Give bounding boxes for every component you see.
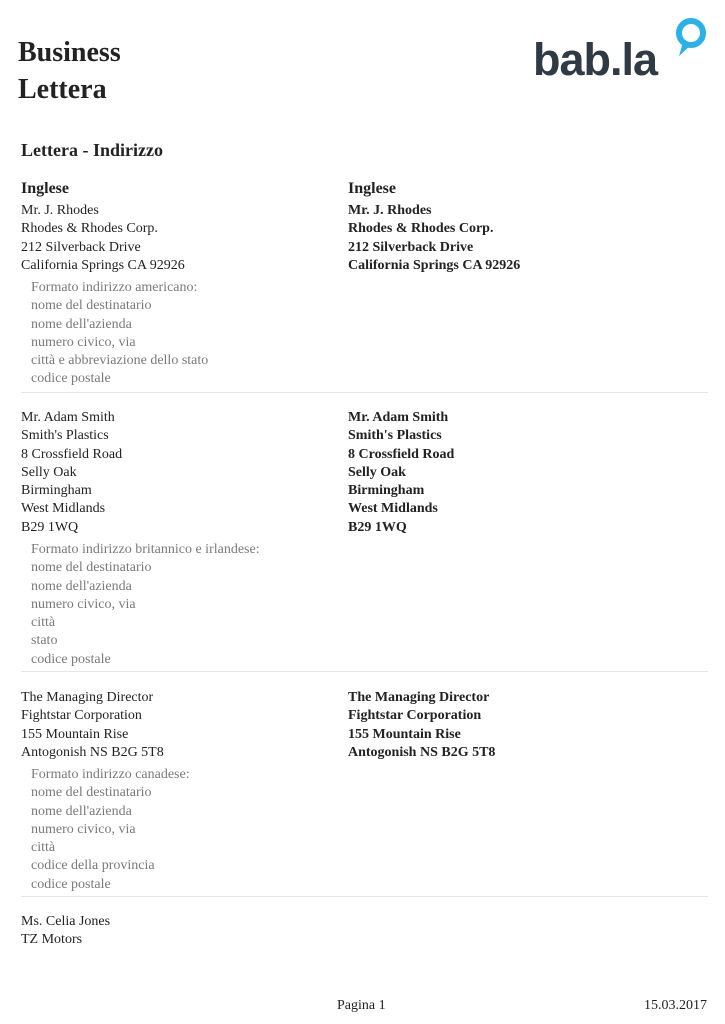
note-line: città e abbreviazione dello stato	[31, 353, 209, 369]
note-line: Formato indirizzo britannico e irlandese:	[31, 542, 260, 557]
document-title	[18, 34, 121, 108]
document-title-line-2: Lettera	[18, 74, 107, 105]
column-headers	[0, 178, 725, 200]
logo-wordmark: bab.la	[533, 34, 658, 80]
address-line: Selly Oak	[21, 464, 77, 480]
document-date: 15.03.2017	[644, 998, 707, 1013]
address-line: Mr. Adam Smith	[21, 410, 115, 425]
format-note	[31, 541, 260, 669]
note-line: stato	[31, 633, 58, 649]
entry-divider	[21, 671, 708, 672]
address-line: Birmingham	[21, 483, 92, 499]
source-address	[21, 202, 185, 275]
note-line: codice postale	[31, 371, 111, 387]
target-address	[348, 689, 495, 762]
note-line: nome del destinatario	[31, 560, 152, 576]
address-line: Mr. J. Rhodes	[348, 203, 432, 218]
address-line: Fightstar Corporation	[21, 708, 142, 724]
address-line: Mr. Adam Smith	[348, 410, 449, 425]
address-line: 155 Mountain Rise	[348, 726, 461, 742]
address-line: West Midlands	[21, 501, 106, 517]
note-line: codice postale	[31, 651, 111, 667]
entry-divider	[21, 896, 708, 897]
source-address	[21, 409, 122, 537]
address-line: The Managing Director	[348, 690, 490, 705]
address-line: 155 Mountain Rise	[21, 726, 129, 742]
address-line: 8 Crossfield Road	[348, 446, 455, 462]
address-line: 212 Silverback Drive	[21, 239, 141, 255]
address-line: Birmingham	[348, 483, 425, 499]
note-line: città	[31, 615, 56, 631]
page-number: Pagina 1	[337, 998, 386, 1013]
column-header-target: Inglese	[348, 180, 396, 197]
entry-divider	[21, 392, 708, 393]
note-line: città	[31, 840, 56, 856]
note-line: nome dell'azienda	[31, 803, 132, 819]
note-line: Formato indirizzo americano:	[31, 280, 198, 295]
note-line: numero civico, via	[31, 334, 136, 350]
format-note	[31, 279, 208, 389]
address-line: The Managing Director	[21, 690, 154, 705]
address-line: 212 Silverback Drive	[348, 239, 474, 255]
note-line: nome del destinatario	[31, 298, 152, 314]
address-line: Mr. J. Rhodes	[21, 203, 99, 218]
source-address	[21, 913, 110, 950]
speech-bubble-icon	[679, 21, 703, 56]
address-line: California Springs CA 92926	[348, 257, 521, 273]
note-line: nome dell'azienda	[31, 578, 132, 594]
address-line: California Springs CA 92926	[21, 257, 185, 273]
address-line: Antogonish NS B2G 5T8	[348, 744, 496, 760]
note-line: codice della provincia	[31, 858, 155, 874]
address-line: Ms. Celia Jones	[21, 914, 111, 929]
address-line: West Midlands	[348, 501, 438, 517]
section-title: Lettera - Indirizzo	[21, 140, 163, 160]
note-line: nome del destinatario	[31, 785, 152, 801]
target-address	[348, 202, 520, 275]
note-line: codice postale	[31, 876, 111, 892]
source-address	[21, 689, 164, 762]
note-line: numero civico, via	[31, 821, 136, 837]
address-line: Smith's Plastics	[348, 428, 442, 444]
address-line: Rhodes & Rhodes Corp.	[21, 221, 158, 237]
note-line: Formato indirizzo canadese:	[31, 767, 190, 782]
format-note	[31, 766, 190, 894]
address-line: Selly Oak	[348, 464, 406, 480]
document-title-line-1: Business	[18, 37, 121, 68]
address-line: Antogonish NS B2G 5T8	[21, 744, 164, 760]
address-line: 8 Crossfield Road	[21, 446, 123, 462]
address-line: Smith's Plastics	[21, 428, 109, 444]
address-line: Fightstar Corporation	[348, 708, 482, 724]
target-address	[348, 409, 454, 537]
address-line: B29 1WQ	[348, 519, 407, 535]
address-line: B29 1WQ	[21, 519, 79, 535]
note-line: numero civico, via	[31, 596, 136, 612]
column-header-source: Inglese	[21, 180, 69, 197]
babla-logo[interactable]	[533, 16, 709, 80]
address-line: TZ Motors	[21, 932, 83, 948]
note-line: nome dell'azienda	[31, 316, 132, 332]
address-line: Rhodes & Rhodes Corp.	[348, 221, 494, 237]
